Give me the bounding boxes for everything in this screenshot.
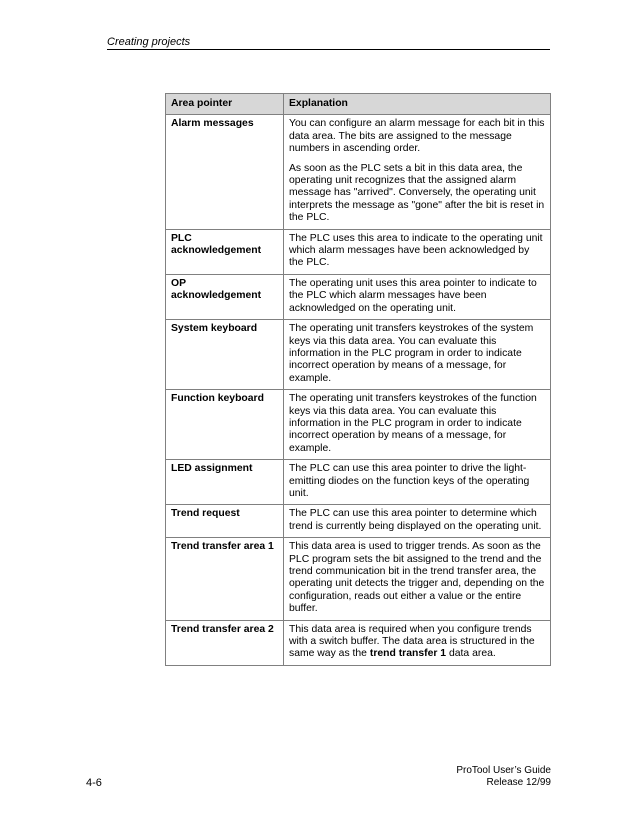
row-explanation [284,505,551,538]
row-term: Trend transfer area 2 [166,620,284,665]
table-row [166,505,551,538]
column-header-explanation: Explanation [284,94,551,115]
table-row [166,390,551,460]
row-term: LED assignment [166,460,284,505]
row-term [166,274,284,319]
row-term-line: acknowledgement [171,290,262,302]
table-header-row [166,94,551,115]
row-explanation [284,390,551,460]
row-explanation [284,538,551,620]
table-row [166,538,551,620]
explanation-paragraph: The operating unit uses this area pointer to indicate to the PLC which alarm messages have been acknowledged on the operating unit. [289,277,537,314]
explanation-paragraph: As soon as the PLC sets a bit in this data area, the operating unit recognizes that the assigned alarm message has "arrived". Conversely, the operating unit interprets the message as "gone" after the bit is reset in the PLC. [289,162,545,224]
row-explanation [284,460,551,505]
row-explanation [284,115,551,229]
row-term: Alarm messages [166,115,284,229]
table-row [166,620,551,665]
table-row [166,229,551,274]
row-explanation [284,620,551,665]
explanation-paragraph: The operating unit transfers keystrokes of the system keys via this data area. You can evaluate this information in the PLC program in order to indicate incorrect operation by means of a message, for example. [289,323,534,384]
row-explanation [284,274,551,319]
running-header: Creating projects [107,36,191,48]
footer-release: Release 12/99 [486,777,551,788]
row-term [166,229,284,274]
table-row [166,115,551,229]
row-term: Trend transfer area 1 [166,538,284,620]
row-term-line: OP [171,277,187,289]
header-divider [107,49,550,50]
column-header-area-pointer: Area pointer [166,94,284,115]
row-term-line: acknowledgement [171,245,262,257]
row-term-line: PLC [171,232,192,244]
explanation-emphasis: trend transfer 1 [369,648,447,660]
row-term: Trend request [166,505,284,538]
page-number: 4-6 [86,777,102,789]
explanation-paragraph: The PLC can use this area pointer to drive the light-emitting diodes on the function keys of the operating unit. [289,463,530,499]
explanation-paragraph: This data area is used to trigger trends. As soon as the PLC program sets the bit assigned to the trend and the trend communication bit in the trend transfer area, the operating unit detects the trigger and, depending on the configuration, reads out either a value or the entire buffer. [289,541,545,615]
explanation-paragraph: The operating unit transfers keystrokes of the function keys via this data area. You can evaluate this information in the PLC program in order to indicate incorrect operation by means of a message, for example. [289,393,537,454]
row-term: Function keyboard [166,390,284,460]
row-term: System keyboard [166,320,284,390]
table-row [166,320,551,390]
row-explanation [284,229,551,274]
footer-guide-title: ProTool User’s Guide [456,765,551,776]
explanation-text: This data area is required when you configure trends with a switch buffer. The data area is structured in the same way as the [289,623,535,660]
explanation-text: data area. [446,648,496,660]
explanation-paragraph: The PLC can use this area pointer to determine which trend is currently being displayed on the operating unit. [289,508,542,532]
explanation-paragraph: The PLC uses this area to indicate to the operating unit which alarm messages have been acknowledged by the PLC. [289,232,543,269]
explanation-paragraph: You can configure an alarm message for each bit in this data area. The bits are assigned to the message numbers in ascending order. [289,118,545,155]
table-row [166,274,551,319]
row-explanation [284,320,551,390]
explanation-paragraph [289,624,545,661]
area-pointer-table [165,93,551,666]
table-row [166,460,551,505]
